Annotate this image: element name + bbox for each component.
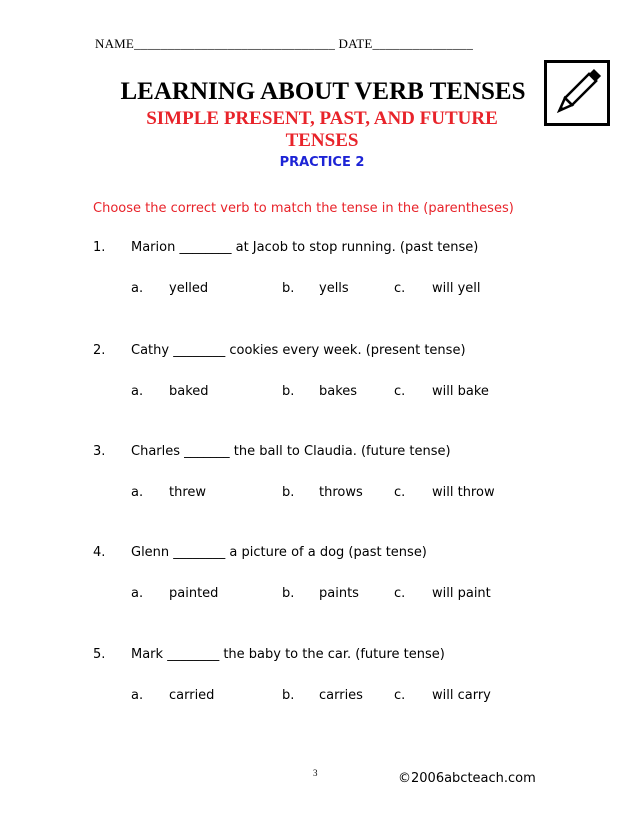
option-word[interactable]: yells — [319, 281, 349, 296]
option-letter: c. — [394, 281, 406, 296]
option-word[interactable]: yelled — [169, 281, 209, 296]
option-letter: a. — [131, 688, 144, 703]
option-word[interactable]: will carry — [432, 688, 491, 703]
option-word[interactable]: will bake — [432, 384, 489, 399]
option-word[interactable]: throws — [319, 485, 363, 500]
option-letter: b. — [282, 586, 295, 601]
option-word[interactable]: baked — [169, 384, 209, 399]
option-letter: a. — [131, 281, 144, 296]
practice-label: PRACTICE 2 — [279, 155, 365, 170]
option-word[interactable]: will throw — [432, 485, 495, 500]
pencil-icon — [544, 60, 610, 126]
question-text: Glenn ________ a picture of a dog (past tense) — [131, 545, 427, 560]
question-number: 2. — [93, 343, 106, 358]
option-word[interactable]: carried — [169, 688, 215, 703]
option-word[interactable]: bakes — [319, 384, 358, 399]
question-number: 1. — [93, 240, 106, 255]
option-letter: c. — [394, 586, 406, 601]
worksheet-subtitle: SIMPLE PRESENT, PAST, AND FUTURE TENSES — [146, 108, 498, 151]
question-number: 4. — [93, 545, 106, 560]
page-number: 3 — [313, 768, 318, 778]
question-text: Marion ________ at Jacob to stop running. (past tense) — [131, 240, 479, 255]
option-word[interactable]: threw — [169, 485, 207, 500]
option-word[interactable]: painted — [169, 586, 219, 601]
option-letter: c. — [394, 384, 406, 399]
question-text: Mark ________ the baby to the car. (future tense) — [131, 647, 445, 662]
option-letter: a. — [131, 586, 144, 601]
name-date-line: NAME______________________________ DATE_______________ — [95, 36, 474, 51]
option-word[interactable]: carries — [319, 688, 363, 703]
option-letter: a. — [131, 485, 144, 500]
option-letter: a. — [131, 384, 144, 399]
option-letter: b. — [282, 384, 295, 399]
option-letter: c. — [394, 688, 406, 703]
option-letter: b. — [282, 281, 295, 296]
option-word[interactable]: paints — [319, 586, 359, 601]
option-word[interactable]: will yell — [432, 281, 481, 296]
option-letter: b. — [282, 688, 295, 703]
copyright: ©2006abcteach.com — [398, 771, 536, 786]
question-number: 3. — [93, 444, 106, 459]
question-text: Cathy ________ cookies every week. (present tense) — [131, 343, 466, 358]
option-letter: b. — [282, 485, 295, 500]
instructions: Choose the correct verb to match the tense in the (parentheses) — [93, 201, 514, 216]
option-word[interactable]: will paint — [432, 586, 491, 601]
option-letter: c. — [394, 485, 406, 500]
question-number: 5. — [93, 647, 106, 662]
question-text: Charles _______ the ball to Claudia. (future tense) — [131, 444, 451, 459]
worksheet-title: LEARNING ABOUT VERB TENSES — [120, 78, 526, 105]
